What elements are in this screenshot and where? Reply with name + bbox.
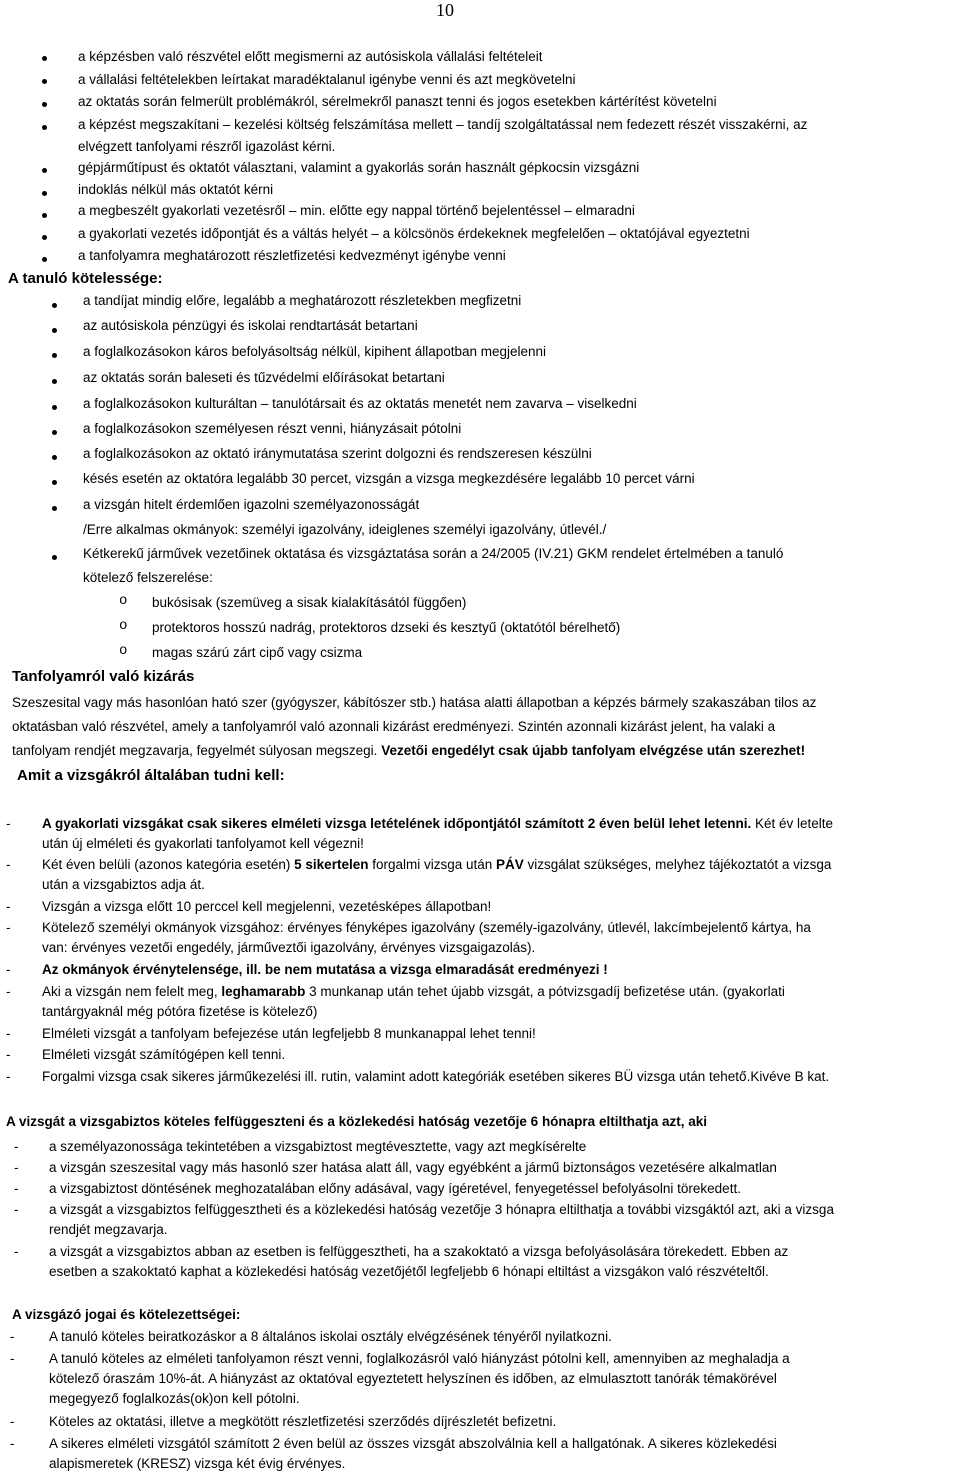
list-item-continuation: van: érvényes vezetői engedély, járműveztői igazolvány, érvényes vizsgaigazolás). [42, 940, 536, 955]
list-item: a személyazonossága tekintetében a vizsgabiztost megtévesztette, vagy azt megkísérelte [49, 1139, 587, 1154]
dash-bullet: - [6, 816, 11, 831]
circle-bullet-icon: o [119, 643, 128, 659]
list-item-continuation: kötelező óraszám 10%-át. A hiányzást az oktatóval egyeztetett helyszínen és időben, az elmulasztott tanórák témakörével [49, 1371, 777, 1386]
exclusion-paragraph-line: oktatásban való részvétel, amely a tanfolyamról való azonnali kizárást eredményezi. Szintén azonnali kizárást jelent, ha valaki a [12, 719, 776, 734]
list-item-continuation: rendjét megzavarja. [49, 1222, 168, 1237]
bullet-icon [42, 168, 47, 173]
list-item-continuation: megegyező foglalkozás(ok)on kell pótolni. [49, 1391, 300, 1406]
bullet-icon [42, 79, 47, 84]
list-item: Kétkerekű járművek vezetőinek oktatása és vizsgáztatása során a 24/2005 (IV.21) GKM rendelet értelmében a tanuló [83, 546, 784, 561]
page-number: 10 [436, 0, 454, 20]
dash-bullet: - [6, 857, 11, 872]
bullet-icon [52, 303, 57, 308]
dash-bullet: - [10, 1329, 15, 1344]
list-item: a foglalkozásokon személyesen részt venni, hiányzásait pótolni [83, 421, 462, 436]
bullet-icon [52, 328, 57, 333]
list-item: a képzésben való részvétel előtt megismerni az autósiskola vállalási feltételeit [78, 49, 543, 64]
bullet-icon [42, 235, 47, 240]
list-item: az oktatás során felmerült problémákról, sérelmekről panaszt tenni és jogos esetekben kártérítést követelni [78, 94, 717, 109]
list-item: bukósisak (szemüveg a sisak kialakításától függően) [152, 595, 467, 610]
list-item: a vizsgát a vizsgabiztos abban az esetben is felfüggesztheti, ha a szakoktató a vizsga befolyásolására törekedett. Ebben az [49, 1244, 789, 1259]
list-item: a tandíjat mindig előre, legalább a meghatározott részletekben megfizetni [83, 293, 522, 308]
list-item: a vizsgabiztost döntésének meghozatalában előny adásával, vagy ígéretével, fenyegetéssel befolyásolni törekedett. [49, 1181, 741, 1196]
list-item: a vizsgán szeszesital vagy más hasonló szer hatása alatt áll, vagy egyébként a jármű biztonságos vezetésére alkalmatlan [49, 1160, 777, 1175]
list-item: a vállalási feltételekben leírtakat maradéktalanul igénybe venni és azt megkövetelni [78, 72, 576, 87]
exam-heading: Amit a vizsgákról általában tudni kell: [17, 767, 285, 784]
dash-bullet: - [6, 1026, 11, 1041]
dash-bullet: - [6, 920, 11, 935]
dash-bullet: - [10, 1436, 15, 1451]
list-item: A gyakorlati vizsgákat csak sikeres elméleti vizsga letételének időpontjától számított 2 éven belül lehet letenni. Két év letelte [42, 816, 834, 831]
dash-bullet: - [14, 1202, 19, 1217]
list-item: Köteles az oktatási, illetve a megkötött részletfizetési szerződés díjrészletét befizetni. [49, 1414, 557, 1429]
dash-bullet: - [14, 1139, 19, 1154]
list-item: gépjárműtípust és oktatót választani, valamint a gyakorlás során használt gépkocsin vizsgázni [78, 160, 640, 175]
list-item: Aki a vizsgán nem felelt meg, leghamarabb 3 munkanap után tehet újabb vizsgát, a pótvizsgadíj befizetése után. (gyakorlati [42, 984, 785, 999]
list-item-continuation: után a vizsgabiztos adja át. [42, 877, 205, 892]
list-item-continuation: kötelező felszerelése: [83, 570, 213, 585]
dash-bullet: - [10, 1414, 15, 1429]
bullet-icon [42, 56, 47, 61]
list-item: Vizsgán a vizsga előtt 10 perccel kell megjelenni, vezetésképes állapotban! [42, 899, 492, 914]
dash-bullet: - [14, 1244, 19, 1259]
bullet-icon [52, 506, 57, 511]
list-item: a foglalkozásokon káros befolyásoltság nélkül, kipihent állapotban megjelenni [83, 344, 547, 359]
list-item: A tanuló köteles az elméleti tanfolyamon részt venni, foglalkozásról való hiányzást pótolni kell, amennyiben az meghaladja a [49, 1351, 790, 1366]
bullet-icon [42, 191, 47, 196]
list-item: A sikeres elméleti vizsgától számított 2 éven belül az összes vizsgát abszolválnia kell a hallgatónak. A sikeres közlekedési [49, 1436, 777, 1451]
bullet-icon [52, 430, 57, 435]
list-item: indoklás nélkül más oktatót kérni [78, 182, 274, 197]
list-item: a tanfolyamra meghatározott részletfizetési kedvezményt igénybe venni [78, 248, 506, 263]
list-item-continuation: elvégzett tanfolyami részről igazolást kérni. [78, 139, 336, 154]
circle-bullet-icon: o [119, 618, 128, 634]
bullet-icon [52, 353, 57, 358]
list-item: a vizsgán hitelt érdemlően igazolni személyazonosságát [83, 497, 420, 512]
examinee-heading: A vizsgázó jogai és kötelezettségei: [12, 1307, 241, 1322]
list-item: Az okmányok érvénytelensége, ill. be nem mutatása a vizsga elmaradását eredményezi ! [42, 962, 608, 977]
list-item: az oktatás során baleseti és tűzvédelmi előírásokat betartani [83, 370, 445, 385]
dash-bullet: - [14, 1181, 19, 1196]
dash-bullet: - [10, 1351, 15, 1366]
list-item-continuation: alapismeretek (KRESZ) vizsga két évig érvényes. [49, 1456, 346, 1471]
dash-bullet: - [6, 1047, 11, 1062]
list-item: a gyakorlati vezetés időpontját és a váltás helyét – a kölcsönös érdekeknek megfelelően – oktatójával egyeztetni [78, 226, 750, 241]
list-item: magas szárú zárt cipő vagy csizma [152, 645, 363, 660]
list-item-continuation: esetben a szakoktató kaphat a közlekedési hatóság vezetőjétől legfeljebb 6 hónapi eltiltást a vizsgákon való részvételtől. [49, 1264, 769, 1279]
circle-bullet-icon: o [119, 593, 128, 609]
list-item: Elméleti vizsgát számítógépen kell tenni. [42, 1047, 286, 1062]
bullet-icon [52, 379, 57, 384]
list-item: a foglalkozásokon az oktató iránymutatása szerint dolgozni és rendszeresen készülni [83, 446, 592, 461]
dash-bullet: - [14, 1160, 19, 1175]
bullet-icon [42, 257, 47, 262]
dash-bullet: - [6, 962, 11, 977]
list-item: a megbeszélt gyakorlati vezetésről – min. előtte egy nappal történő bejelentéssel – elmaradni [78, 203, 635, 218]
list-item: a foglalkozásokon kulturáltan – tanulótársait és az oktatás menetét nem zavarva – viselkedni [83, 396, 637, 411]
duties-heading: A tanuló kötelessége: [8, 270, 163, 287]
list-item-continuation: után új elméleti és gyakorlati tanfolyamot kell végezni! [42, 836, 364, 851]
bullet-icon [52, 480, 57, 485]
exclusion-warning: Vezetői engedélyt csak újabb tanfolyam elvégzése után szerezhet! [381, 743, 806, 758]
dash-bullet: - [6, 1069, 11, 1084]
dash-bullet: - [6, 899, 11, 914]
bullet-icon [52, 555, 57, 560]
bullet-icon [42, 213, 47, 218]
list-item: protektoros hosszú nadrág, protektoros dzseki és kesztyű (oktatótól bérelhető) [152, 620, 621, 635]
bullet-icon [52, 455, 57, 460]
bullet-icon [52, 405, 57, 410]
bullet-icon [42, 125, 47, 130]
list-item: a vizsgát a vizsgabiztos felfüggesztheti és a közlekedési hatóság vezetője 3 hónapra eltilthatja a további vizsgáktól azt, aki a vizsga [49, 1202, 834, 1217]
list-item: Kötelező személyi okmányok vizsgához: érvényes fényképes igazolvány (személy-igazolvány, útlevél, lakcímbejelentő kártya, ha [42, 920, 811, 935]
list-item: a képzést megszakítani – kezelési költség felszámítása mellett – tandíj szolgáltatással nem fedezett részét visszakérni, az [78, 117, 808, 132]
dash-bullet: - [6, 984, 11, 999]
exclusion-paragraph-line: tanfolyam rendjét megzavarja, fegyelmét súlyosan megszegi. Vezetői engedélyt csak újabb tanfolyam elvégzése után szerezhet! [12, 743, 806, 758]
list-item: Forgalmi vizsga csak sikeres járműkezelési ill. rutin, valamint adott kategóriák esetében sikeres BÜ vizsga után tehető.Kivéve B kat. [42, 1069, 830, 1084]
suspend-heading: A vizsgát a vizsgabiztos köteles felfüggeszteni és a közlekedési hatóság vezetője 6 hónapra eltilthatja azt, aki [6, 1114, 707, 1129]
list-item: az autósiskola pénzügyi és iskolai rendtartását betartani [83, 318, 418, 333]
list-item: Két éven belüli (azonos kategória esetén) 5 sikertelen forgalmi vizsga után PÁV vizsgálat szükséges, melyhez tájékoztatót a vizsga [42, 857, 832, 872]
list-item: késés esetén az oktatóra legalább 30 percet, vizsgán a vizsga megkezdésére legalább 10 percet várni [83, 471, 695, 486]
list-item: A tanuló köteles beiratkozáskor a 8 általános iskolai osztály elvégzésének tényéről nyilatkozni. [49, 1329, 612, 1344]
list-item: Elméleti vizsgát a tanfolyam befejezése után legfeljebb 8 munkanappal lehet tenni! [42, 1026, 536, 1041]
exclusion-paragraph-line: Szeszesital vagy más hasonlóan ható szer (gyógyszer, kábítószer stb.) hatása alatti állapotban a képzés bármely szakaszában tilos az [12, 695, 817, 710]
list-item-continuation: tantárgyaknál még pótóra fizetése is kötelező) [42, 1004, 318, 1019]
id-documents-note: /Erre alkalmas okmányok: személyi igazolvány, ideiglenes személyi igazolvány, útlevél./ [83, 522, 607, 537]
bullet-icon [42, 102, 47, 107]
exclusion-heading: Tanfolyamról való kizárás [12, 668, 195, 685]
